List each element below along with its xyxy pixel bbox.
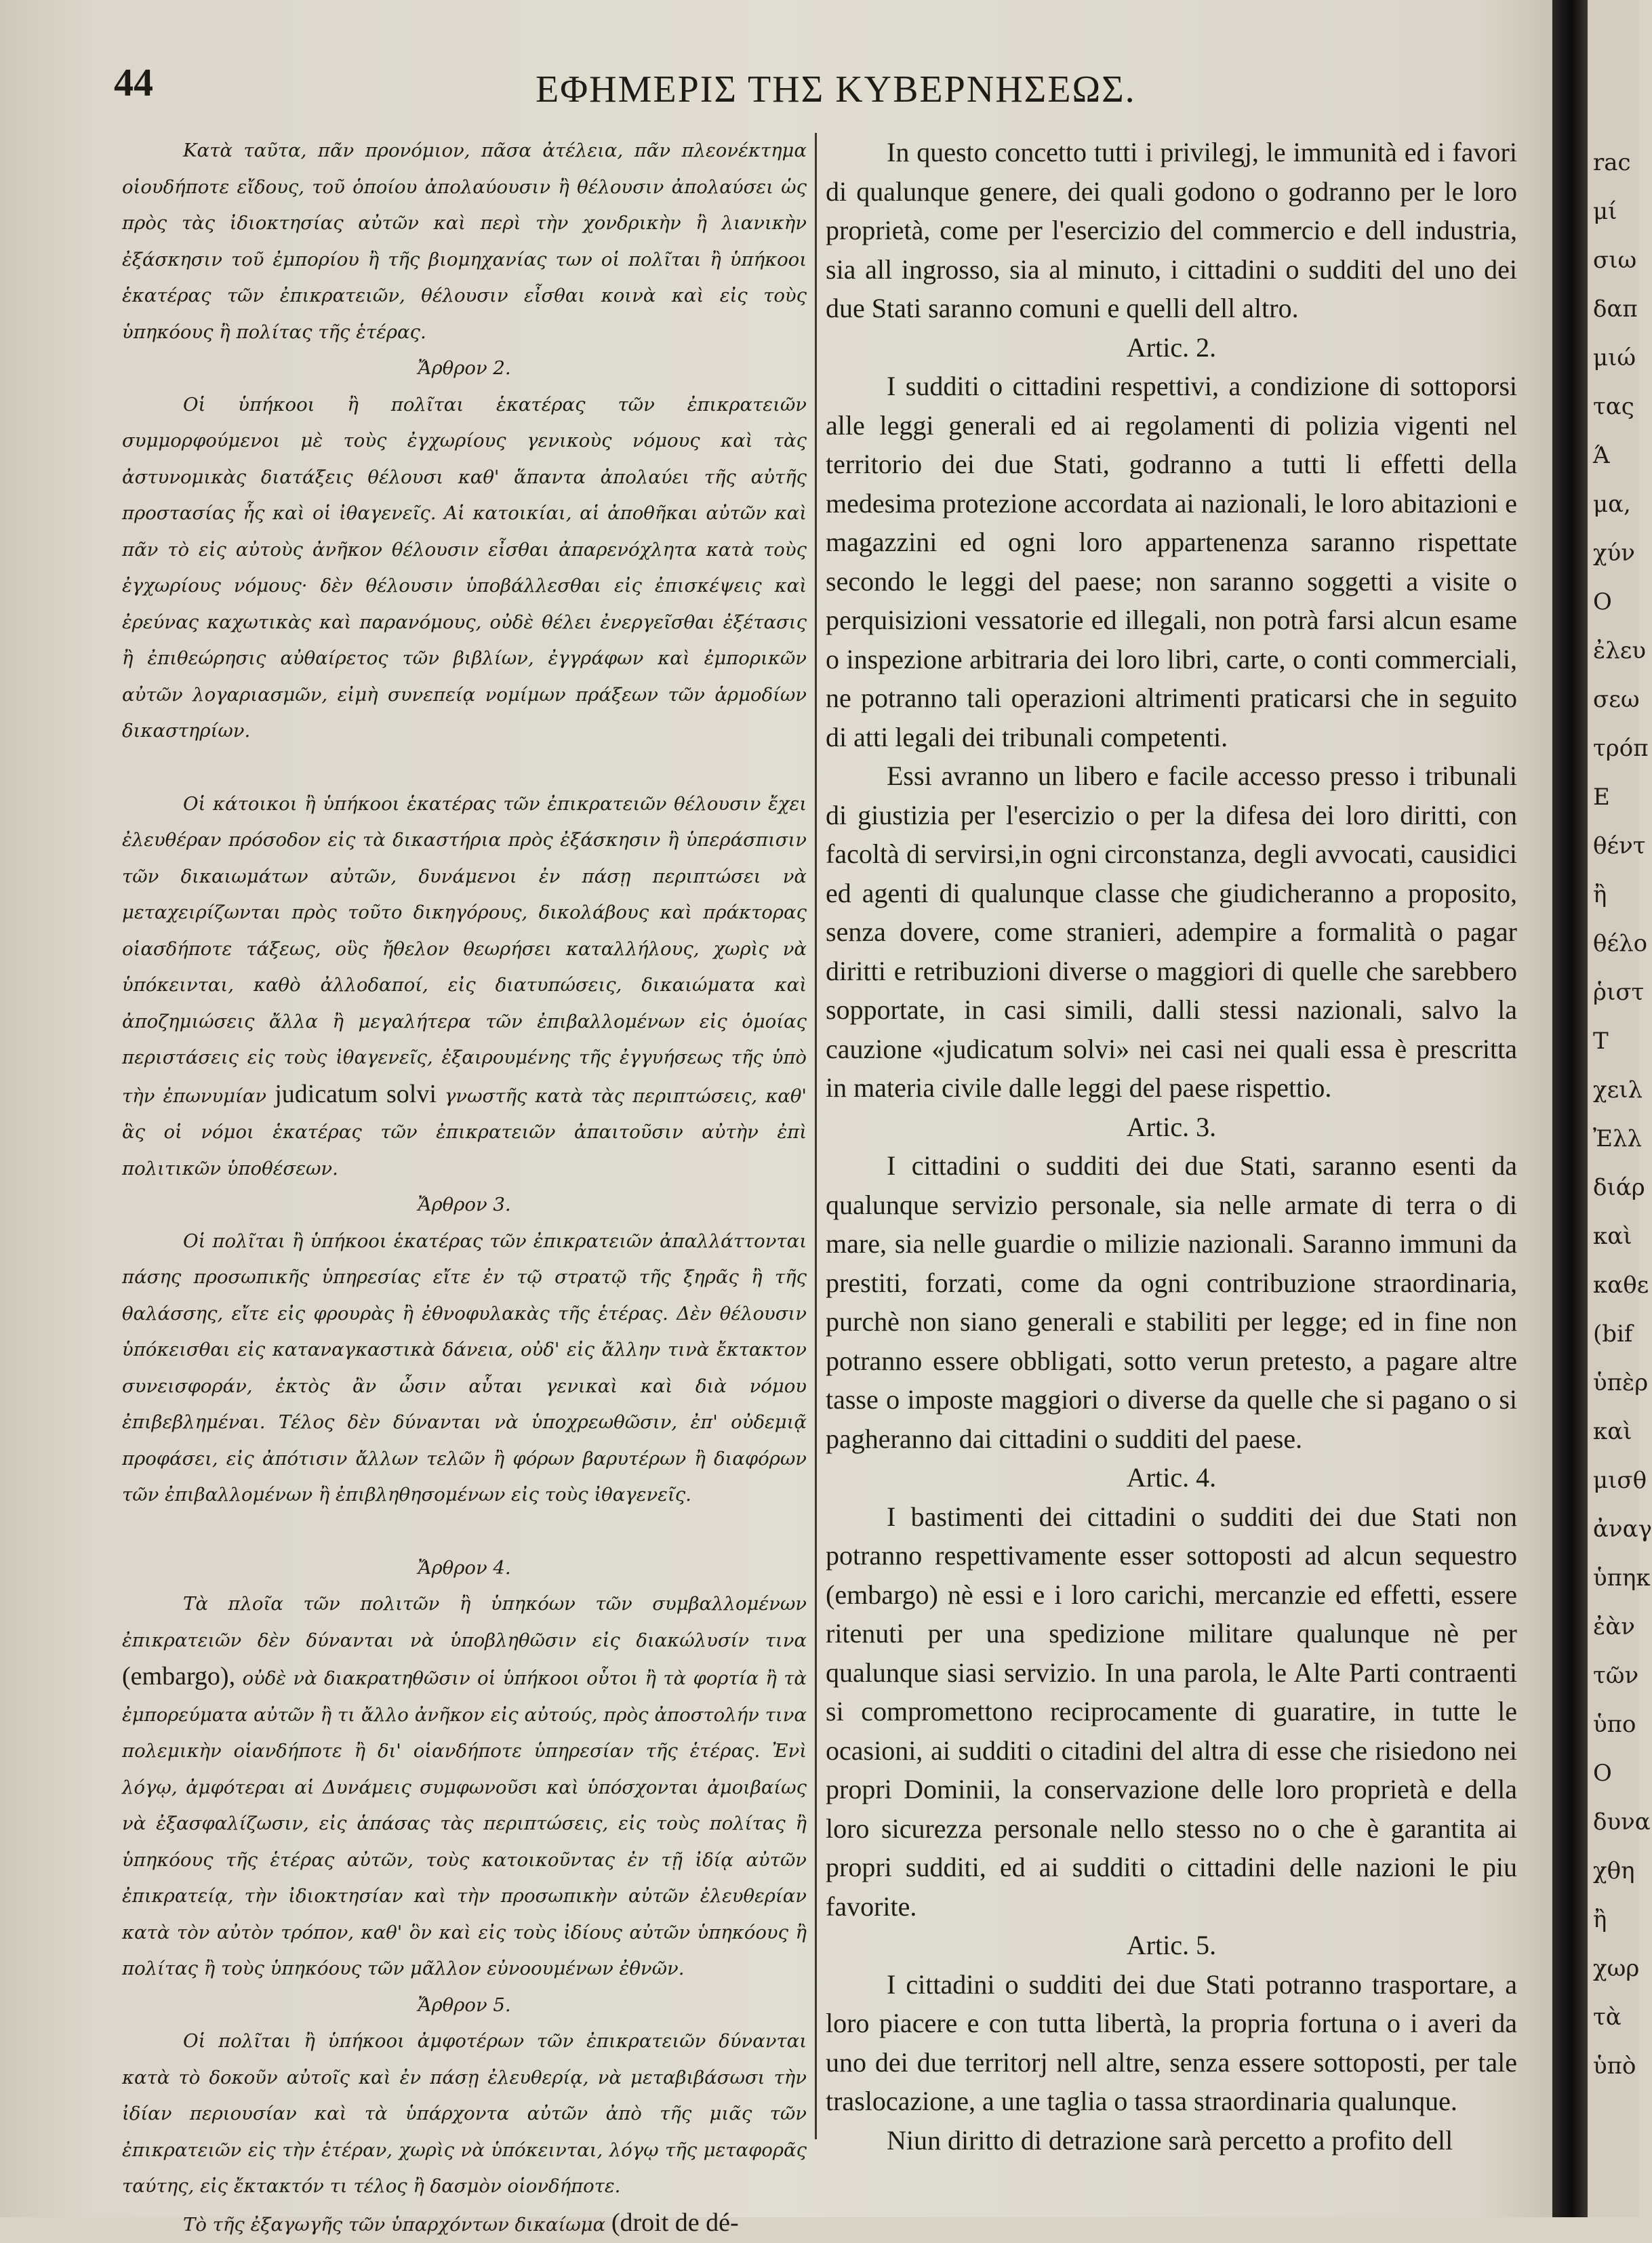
greek-intro-paragraph: Κατὰ ταῦτα, πᾶν προνόμιον, πᾶσα ἀτέλεια, πᾶν πλεονέκτημα οἱουδήποτε εἴδους, τοῦ ὁποίου ἀπολαύουσιν ἢ θέλουσιν ἀπολαύσει ὡς πρὸς τὰς ἰδιοκτησίας αὐτῶν καὶ περὶ τὴν χονδρικὴν ἢ λιανικὴν ἐξάσκησιν τοῦ ἐμπορίου ἢ τῆς βιομηχανίας των οἱ πολῖται ἢ ὑπήκοοι ἑκατέρας τῶν ἐπικρατειῶν, θέλουσιν εἶσθαι κοινὰ καὶ εἰς τοὺς ὑπηκόους ἢ πολίτας τῆς ἑτέρας. (122, 133, 807, 350)
greek-article-3-heading: Ἄρθρον 3. (122, 1187, 807, 1224)
greek-article-2-heading: Ἄρθρον 2. (122, 350, 807, 387)
facing-page-fragment: ἢ (1593, 1906, 1607, 1933)
latin-term: (embargo), (122, 1662, 235, 1691)
italian-article-4-heading: Artic. 4. (826, 1458, 1517, 1497)
facing-page-fragment: Ο (1593, 1760, 1612, 1787)
italian-article-3-paragraph: I cittadini o sudditi dei due Stati, saranno esenti da qualunque servizio personale, sia nelle armate di terra o di mare, sia nelle guardie o milizie nazionali. Saranno immuni da prestiti, forzati, come da ogni contribuzione straordinaria, purchè non siano generali e stabiliti per legge; ed in fine non potranno essere obbligati, sotto verun pretesto, a pagare altre tasse o imposte maggiori o diverse da quelle che si pagano o si pagheranno dai cittadini o sudditi del paese. (826, 1146, 1517, 1458)
greek-text: Τὸ τῆς ἐξαγωγῆς τῶν ὑπαρχόντων δικαίωμα (183, 2214, 605, 2236)
italian-column (826, 133, 1517, 2170)
facing-page-fragment: Τ (1593, 1028, 1609, 1055)
greek-text: οὐδὲ νὰ διακρατηθῶσιν οἱ ὑπήκοοι οὗτοι ἢ τὰ φορτία ἢ τὰ ἐμπορεύματα αὐτῶν ἢ τι ἄλλο ἀνῆκον εἰς αὐτούς, πρὸς ἀποστολήν τινα πολεμικὴν οἱανδήποτε ἢ δι' οἱανδήποτε ὑπηρεσίαν τῆς ἑτέρας. Ἐνὶ λόγῳ, ἀμφότεραι αἱ Δυνάμεις συμφωνοῦσι καὶ ὑπόσχονται ἀμοιβαίως νὰ ἐξασφαλίζωσιν, εἰς ἁπάσας τὰς περιπτώσεις, εἰς τοὺς πολίτας ἢ ὑπηκόους τῆς ἑτέρας αὐτῶν, τοὺς κατοικοῦντας ἐν τῇ ἰδίᾳ αὐτῶν ἐπικρατείᾳ, τὴν ἰδιοκτησίαν καὶ τὴν προσωπικὴν αὐτῶν ἐλευθερίαν κατὰ τὸν αὐτὸν τρόπον, καθ' ὃν καὶ εἰς τοὺς ἰδίους αὐτῶν ὑπηκόους ἢ πολίτας ἢ τοὺς ὑπηκόους τῶν μᾶλλον εὐνοουμένων ἐθνῶν. (122, 1668, 807, 1979)
facing-page-fragment: σεω (1593, 686, 1640, 713)
italian-article-5-paragraph-2: Niun diritto di detrazione sarà percetto a profito dell (826, 2121, 1517, 2160)
facing-page-edge (1588, 0, 1638, 2217)
greek-article-5-paragraph-2 (122, 2205, 807, 2243)
facing-page-fragment: διάρ (1593, 1174, 1645, 1201)
column-divider (815, 133, 817, 2139)
greek-article-4-paragraph (122, 1586, 807, 1987)
facing-page-fragment: τας (1593, 393, 1634, 420)
greek-text: γνωστῆς κατὰ τὰς περιπτώσεις, καθ' ἃς οἱ νόμοι ἑκατέρας τῶν ἐπικρατειῶν ἀπαιτοῦσιν αὐτὴν ἐπὶ πολιτικῶν ὑποθέσεων. (122, 1085, 807, 1179)
facing-page-fragment: ἐὰν (1593, 1613, 1635, 1640)
facing-page-fragment: ὑπο (1593, 1711, 1636, 1738)
facing-page-fragment: Ά (1593, 442, 1610, 469)
facing-page-fragment: μί (1593, 198, 1617, 225)
facing-page-fragment: χύν (1593, 540, 1635, 567)
facing-page-fragment: καὶ (1593, 1223, 1632, 1250)
italian-article-2-heading: Artic. 2. (826, 328, 1517, 367)
facing-page-fragment: ὑπὸ (1593, 2053, 1636, 2080)
facing-page-fragment: μα, (1593, 491, 1631, 518)
facing-page-fragment: (bif (1593, 1320, 1633, 1348)
facing-page-fragment: θέντ (1593, 832, 1646, 860)
greek-column (122, 133, 807, 2170)
facing-page-fragment: τὰ (1593, 2004, 1621, 2031)
facing-page-fragment: ἀναγ (1593, 1516, 1652, 1543)
facing-page-fragment: ἢ (1593, 881, 1607, 908)
facing-page-fragment: μισθ (1593, 1467, 1647, 1494)
facing-page-fragment: δυνα (1593, 1808, 1651, 1836)
facing-page-fragment: ὑπηκ (1593, 1564, 1651, 1592)
greek-text: Οἱ κάτοικοι ἢ ὑπήκοοι ἑκατέρας τῶν ἐπικρατειῶν θέλουσιν ἔχει ἐλευθέραν πρόσοδον εἰς τὰ δικαστήρια πρὸς ἐξάσκησιν ἢ ὑπεράσπισιν τῶν δικαιωμάτων αὐτῶν, δυνάμενοι ἐν πάσῃ περιπτώσει νὰ μεταχειρίζωνται πρὸς τοῦτο δικηγόρους, δικολάβους καὶ πράκτορας οἱασδήποτε τάξεως, οὓς ἤθελον θεωρήσει καταλλήλους, χωρὶς νὰ ὑπόκεινται, καθὸ ἀλλοδαποί, εἰς διατυπώσεις, δικαιώματα καὶ ἀποζημιώσεις ἄλλα ἢ μεγαλήτερα τῶν ἐπιβαλλομένων εἰς ὁμοίας περιστάσεις εἰς τοὺς ἰθαγενεῖς, ἐξαιρουμένης τῆς ἐγγυήσεως τῆς ὑπὸ τὴν ἐπωνυμίαν (122, 793, 807, 1107)
facing-page-fragment: Ἐλλ (1593, 1125, 1642, 1152)
greek-text: Τὰ πλοῖα τῶν πολιτῶν ἢ ὑπηκόων τῶν συμβαλλομένων ἐπικρατειῶν δὲν δύνανται νὰ ὑποβληθῶσιν εἰς διακώλυσίν τινα (122, 1593, 807, 1651)
greek-article-2-paragraph-1: Οἱ ὑπήκοοι ἢ πολῖται ἑκατέρας τῶν ἐπικρατειῶν συμμορφούμενοι μὲ τοὺς ἐγχωρίους γενικοὺς νόμους καὶ τὰς ἀστυνομικὰς διατάξεις θέλουσι καθ' ἅπαντα ἀπολαύει τῆς αὐτῆς προστασίας ἧς καὶ οἱ ἰθαγενεῖς. Αἱ κατοικίαι, αἱ ἀποθῆκαι αὐτῶν καὶ πᾶν τὸ εἰς αὐτοὺς ἀνῆκον θέλουσιν εἶσθαι ἀπαρενόχλητα κατὰ τοὺς ἐγχωρίους νόμους· δὲν θέλουσιν ὑποβάλλεσθαι εἰς ἐπισκέψεις καὶ ἐρεύνας καχωτικὰς καὶ παρανόμους, οὐδὲ θέλει ἐνεργεῖσθαι ἐξέτασις ἢ ἐπιθεώρησις αὐθαίρετος τῶν βιβλίων, ἐγγράφων καὶ ἐμπορικῶν αὐτῶν λογαριασμῶν, εἰμὴ συνεπείᾳ νομίμων πράξεων τῶν ἁρμοδίων δικαστηρίων. (122, 387, 807, 750)
greek-article-5-heading: Ἄρθρον 5. (122, 1987, 807, 2024)
facing-page-fragment: θέλο (1593, 930, 1647, 957)
facing-page-fragment: σιω (1593, 247, 1636, 274)
facing-page-fragment: τῶν (1593, 1662, 1638, 1689)
italian-article-2-paragraph-2: Essi avranno un libero e facile accesso presso i tribunali di giustizia per l'esercizio o per la difesa dei loro diritti, con facoltà di servirsi,in ogni circonstanza, degli avvocati, causidici ed agenti di qualunque classe che giudicheranno a proposito, senza dovere, come stranieri, adempire a formalità o pagar diritti e retribuzioni diverse o maggiori di quelle che sarebbero sopportate, in casi simili, dalli stessi nazionali, salvo la cauzione «judicatum solvi» nei casi nei quali essa è prescritta in materia civile dalle leggi del paese rispettio. (826, 756, 1517, 1108)
italian-article-5-paragraph-1: I cittadini o sudditi dei due Stati potranno trasportare, a loro piacere e con tutta libertà, la propria fortuna o i averi da uno dei due territorj nell altre, senza essere sottoposti, per tale traslocazione, a une taglia o tassa straordinaria qualunque. (826, 1965, 1517, 2121)
facing-page-fragment: καθε (1593, 1272, 1649, 1299)
italian-article-2-paragraph-1: I sudditi o cittadini respettivi, a condizione di sottoporsi alle leggi generali ed ai regolamenti di polizia vigenti nel territorio dei due Stati, godranno a tutti li effetti della medesima protezione accordata ai nazionali, le loro abitazioni e magazzini ed ogni loro appartenenza saranno rispettate secondo le leggi del paese; non saranno soggetti a visite o perquisizioni vessatorie ed illegali, non potrà farsi alcun esame o inspezione arbitraria dei loro libri, carte, o conti commerciali, ne potranno tali operazioni altrimenti praticarsi che in seguito di atti legali dei tribunali competenti. (826, 367, 1517, 756)
greek-article-4-heading: Ἄρθρον 4. (122, 1550, 807, 1587)
facing-page-fragment: χωρ (1593, 1955, 1639, 1982)
facing-page-fragment: ὑπὲρ (1593, 1369, 1648, 1396)
facing-page-fragment: δαπ (1593, 296, 1638, 323)
facing-page-fragment: μιώ (1593, 344, 1636, 371)
italian-article-5-heading: Artic. 5. (826, 1926, 1517, 1965)
italian-intro-paragraph: In questo concetto tutti i privilegj, le immunità ed i favori di qualunque genere, dei quali godono o godranno per le loro proprietà, come per l'esercizio del commercio e dell industria, sia all ingrosso, sia al minuto, i cittadini o sudditi del uno dei due Stati saranno comuni e quelli dell altro. (826, 133, 1517, 328)
facing-page-fragment: Ο (1593, 588, 1612, 615)
facing-page-fragment: rac (1593, 149, 1631, 176)
facing-page-fragment: χειλ (1593, 1076, 1643, 1104)
running-title: ΕΦΗΜΕΡΙΣ ΤΗΣ ΚΥΒΕΡΝΗΣΕΩΣ. (536, 68, 1136, 111)
facing-page-fragment: τρόπ (1593, 735, 1649, 762)
facing-page-fragment: καὶ (1593, 1418, 1632, 1445)
facing-page-fragment: Ε (1593, 784, 1610, 811)
italian-article-4-paragraph: I bastimenti dei cittadini o sudditi dei due Stati non potranno respettivamente esser sottoposti ad alcun sequestro (embargo) nè essi e i loro carichi, mercanzie ed effetti, essere ritenuti per una spedizione militare qualunque nè per qualunque siasi servizio. In una parola, le Alte Parti contraenti si compromettono reciprocamente di guaratire, in tutte le ocasioni, ai sudditi o citadini del altra di esse che risiedono nei propri Dominii, la conservazione delle loro proprietà e della loro sicurezza personale nello stesso no o che è garantita ai propri sudditi, ed ai sudditi o cittadini delle nazioni le piu favorite. (826, 1497, 1517, 1926)
greek-article-5-paragraph-1: Οἱ πολῖται ἢ ὑπήκοοι ἀμφοτέρων τῶν ἐπικρατειῶν δύνανται κατὰ τὸ δοκοῦν αὐτοῖς καὶ ἐν πάσῃ ἐλευθερίᾳ, νὰ μεταβιβάσωσι τὴν ἰδίαν περιουσίαν καὶ τὰ ὑπάρχοντα αὐτῶν ἀπὸ τῆς μιᾶς τῶν ἐπικρατειῶν εἰς τὴν ἑτέραν, χωρὶς νὰ ὑπόκεινται, λόγῳ τῆς μεταφορᾶς ταύτης, εἰς ἔκτακτόν τι τέλος ἢ δασμὸν οἱονδήποτε. (122, 2023, 807, 2205)
facing-page-fragment: ῥιστ (1593, 979, 1644, 1006)
facing-page-fragment: χθη (1593, 1857, 1634, 1884)
facing-page-fragment: ἐλευ (1593, 637, 1646, 664)
italian-article-3-heading: Artic. 3. (826, 1108, 1517, 1147)
book-spine-shadow (1552, 0, 1588, 2217)
latin-term: judicatum solvi (275, 1080, 437, 1108)
page-number: 44 (114, 60, 153, 105)
greek-article-3-paragraph: Οἱ πολῖται ἢ ὑπήκοοι ἑκατέρας τῶν ἐπικρατειῶν ἀπαλλάττονται πάσης προσωπικῆς ὑπηρεσίας εἴτε ἐν τῷ στρατῷ τῆς ξηρᾶς ἢ τῆς θαλάσσης, εἴτε εἰς φρουρὰς ἢ ἐθνοφυλακὰς τῆς ἑτέρας. Δὲν θέλουσιν ὑπόκεισθαι εἰς καταναγκαστικὰ δάνεια, οὐδ' εἰς ἄλλην τινὰ ἔκτακτον συνεισφοράν, ἐκτὸς ἂν ὦσιν αὗται γενικαὶ καὶ διὰ νόμου ἐπιβεβλημέναι. Τέλος δὲν δύνανται νὰ ὑποχρεωθῶσιν, ἐπ' οὐδεμιᾷ προφάσει, εἰς ἀπότισιν ἄλλων τελῶν ἢ φόρων βαρυτέρων ἢ διαφόρων τῶν ἐπιβαλλομένων ἢ ἐπιβληθησομένων εἰς τοὺς ἰθαγενεῖς. (122, 1224, 807, 1514)
greek-article-2-paragraph-2 (122, 786, 807, 1188)
latin-term: (droit de dé- (611, 2208, 739, 2237)
